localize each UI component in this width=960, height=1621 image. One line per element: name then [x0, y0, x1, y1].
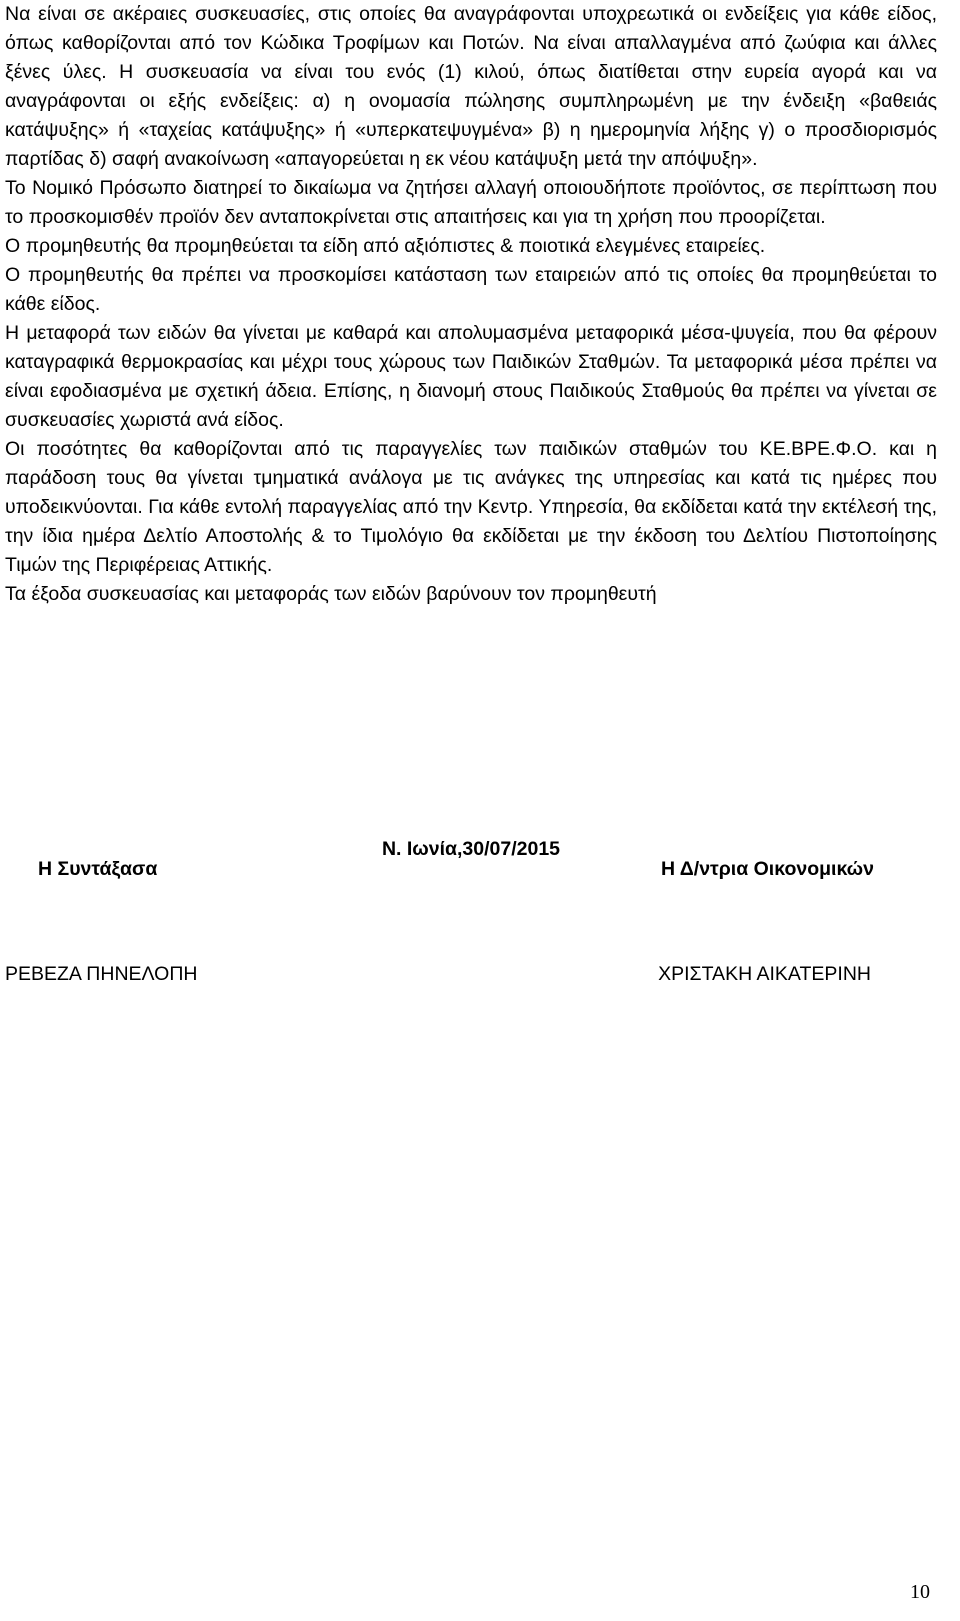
document-page — [5, 0, 937, 985]
page-number: 10 — [910, 1581, 930, 1603]
date-line: Ν. Ιωνία,30/07/2015 — [381, 838, 561, 860]
left-signatory-name: ΡΕΒΕΖΑ ΠΗΝΕΛΟΠΗ — [5, 963, 198, 985]
right-signatory-name: ΧΡΙΣΤΑΚΗ ΑΙΚΑΤΕΡΙΝΗ — [658, 963, 871, 985]
paragraph-costs: Τα έξοδα συσκευασίας και μεταφοράς των ειδών βαρύνουν τον προμηθευτή — [5, 583, 657, 605]
right-signatory-role: Η Δ/ντρια Οικονομικών — [660, 858, 874, 880]
paragraph-transport: Η μεταφορά των ειδών θα γίνεται με καθαρά και απολυμασμένα μεταφορικά μέσα-ψυγεία, που θα φέρουν καταγραφικά θερμοκρασίας και μέχρι τους χώρους των Παιδικών Σταθμών. Τα μεταφορικά μέσα πρέπει να είναι εφοδιασμένα με σχετική άδεια. Επίσης, η διανομή στους Παιδικούς Σταθμούς θα πρέπει να γίνεται σε συσκευασίες χωριστά ανά είδος. — [5, 322, 937, 431]
paragraph-reliable-companies: Ο προμηθευτής θα προμηθεύεται τα είδη από αξιόπιστες & ποιοτικά ελεγμένες εταιρείες. — [5, 235, 766, 257]
left-signatory-role: Η Συντάξασα — [38, 858, 158, 880]
paragraph-packaging: Να είναι σε ακέραιες συσκευασίες, στις οποίες θα αναγράφονται υποχρεωτικά οι ενδείξεις για κάθε είδος, όπως καθορίζονται από τον Κώδικα Τροφίμων και Ποτών. Να είναι απαλλαγμένα από ζωύφια και άλλες ξένες ύλες. Η συσκευασία να είναι του ενός (1) κιλού, όπως διατίθεται στην ευρεία αγορά και να αναγράφονται οι εξής ενδείξεις: α) η ονομασία πώλησης συμπληρωμένη με την ένδειξη «βαθειάς κατάψυξης» ή «ταχείας κατάψυξης» ή «υπερκατεψυγμένα» β) η ημερομηνία λήξης γ) ο προσδιορισμός παρτίδας δ) σαφή ανακοίνωση «απαγορεύεται η εκ νέου κατάψυξη μετά την απόψυξη». — [5, 3, 937, 170]
paragraph-quantities: Οι ποσότητες θα καθορίζονται από τις παραγγελίες των παιδικών σταθμών του ΚΕ.ΒΡΕ.Φ.Ο. και η παράδοση τους θα γίνεται τμηματικά ανάλογα με τις ανάγκες της υπηρεσίας και κατά τις ημέρες που υποδεικνύονται. Για κάθε εντολή παραγγελίας από την Κεντρ. Υπηρεσία, θα εκδίδεται κατά την εκτέλεσή της, την ίδια ημέρα Δελτίο Αποστολής & το Τιμολόγιο θα εκδίδεται με την έκδοση του Δελτίου Πιστοποίησης Τιμών της Περιφέρειας Αττικής. — [5, 438, 937, 576]
body-text — [5, 0, 937, 609]
paragraph-product-change: Το Νομικό Πρόσωπο διατηρεί το δικαίωμα να ζητήσει αλλαγή οποιουδήποτε προϊόντος, σε περίπτωση που το προσκομισθέν προϊόν δεν ανταποκρίνεται στις απαιτήσεις και για τη χρήση που προορίζεται. — [5, 177, 937, 228]
paragraph-company-list: Ο προμηθευτής θα πρέπει να προσκομίσει κατάσταση των εταιρειών από τις οποίες θα προμηθεύεται το κάθε είδος. — [5, 264, 937, 315]
